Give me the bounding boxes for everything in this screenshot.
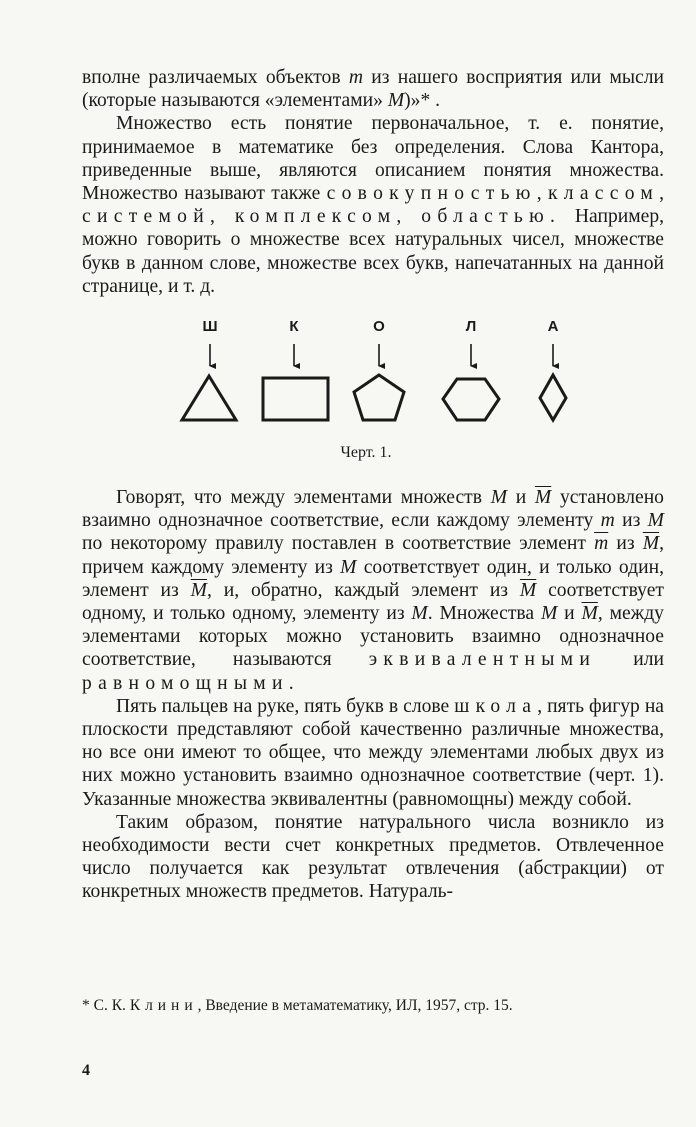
text-run: по некоторому правилу поставлен в соответствие элемент xyxy=(82,533,595,555)
text-run: , xyxy=(659,183,665,205)
paragraph-1 xyxy=(82,66,664,112)
variable-M-bar: $\overline{M}$ xyxy=(642,533,660,555)
diamond-shape xyxy=(540,375,566,420)
paragraph-5 xyxy=(82,811,664,904)
figure-letter: А xyxy=(547,318,559,336)
variable-M-bar: $\overline{M}$ xyxy=(581,603,598,625)
variable-M-bar: $\overline{M}$ xyxy=(190,579,207,601)
text-run: . Множества xyxy=(427,603,541,625)
rectangle-shape xyxy=(263,378,328,420)
spaced-term: равномощными xyxy=(82,672,289,694)
text-run: или xyxy=(596,649,664,671)
variable-M: M xyxy=(540,603,558,625)
text-run: из xyxy=(608,533,643,555)
figure-drawing xyxy=(82,338,664,438)
variable-M: M xyxy=(387,90,405,112)
text-run: Таким образом, понятие натурального числа возникло из необходимости вести счет конкретных предметов. Отвлеченное число получается как результат отвлечения (абстракции) от конкретных множеств предметов. Натураль- xyxy=(82,811,664,903)
figure-letter: К xyxy=(289,318,299,336)
text-run: и xyxy=(507,487,535,509)
text-run: соответствует один, и только один, элемент из xyxy=(82,556,665,601)
variable-M: M xyxy=(490,487,508,509)
text-run: Множество есть понятие первоначальное, т. е. понятие, принимаемое в математике без определения. Слова Кантора, приведенные выше, являются описанием понятия множества. Множество называют также xyxy=(82,113,664,205)
text-run: Говорят, что между элементами множеств xyxy=(116,487,491,509)
figure-letters xyxy=(82,318,664,338)
text-run: и xyxy=(557,603,582,625)
text-run: , пять фигур на плоскости представляют собой качественно различные множества, но все они имеют то общее, что между элементами любых двух из них можно установить взаимно однозначное соответствие (черт. 1). Указанные множества эквивалентны (равномощны) между собой. xyxy=(82,695,664,810)
spaced-term: системой xyxy=(82,206,210,228)
spaced-term: эквивалентными xyxy=(368,649,597,671)
paragraph-4 xyxy=(82,695,664,811)
text-run: * С. К. xyxy=(82,997,130,1014)
figure-letter: Ш xyxy=(202,318,218,336)
spaced-term: совокупностью xyxy=(326,183,537,205)
figure-letter: Л xyxy=(465,318,477,336)
text-run: , xyxy=(536,183,548,205)
spaced-term: Клини xyxy=(129,997,198,1014)
text-run: , xyxy=(210,206,235,228)
text-run: . xyxy=(288,672,294,694)
spaced-term: классом xyxy=(547,183,660,205)
triangle-shape xyxy=(182,376,236,420)
variable-m-bar: $\overline{m}$ xyxy=(594,533,609,555)
text-run: из нашего восприятия или мысли (которые называются «элементами» xyxy=(82,67,664,112)
text-run: установлено взаимно однозначное соответствие, если каждому элементу xyxy=(82,487,664,532)
text-run: , причем каждому элементу из xyxy=(82,533,664,578)
text-run: соответствует одному, и только одному, элементу из xyxy=(82,579,664,625)
footnote xyxy=(82,996,664,1015)
paragraph-3 xyxy=(82,486,664,695)
variable-M: M xyxy=(340,556,357,578)
variable-m: m xyxy=(348,67,363,88)
pentagon-shape xyxy=(354,375,404,420)
spaced-term: комплексом xyxy=(234,206,397,228)
text-run: , xyxy=(396,206,422,228)
paragraph-2 xyxy=(82,112,664,298)
text-run: , между элементами которых можно установить взаимно однозначное соответствие, называются xyxy=(82,603,664,671)
text-run: из xyxy=(614,510,648,532)
text-run: вполне различаемых объектов xyxy=(82,67,349,88)
page-number: 4 xyxy=(82,1062,90,1079)
figure-caption: Черт. 1. xyxy=(340,444,392,462)
text-run: , и, обратно, каждый элемент из xyxy=(206,579,520,601)
variable-m: m xyxy=(600,510,615,532)
hexagon-shape xyxy=(443,379,499,420)
figure-letter: О xyxy=(373,318,385,336)
text-run: )»* . xyxy=(404,90,441,112)
text-run: , Введение в метаматематику, ИЛ, 1957, стр. 15. xyxy=(197,997,513,1014)
variable-M-bar: $\overline{M}$ xyxy=(519,579,537,601)
page-body xyxy=(82,66,664,904)
variable-M: M xyxy=(647,510,664,532)
figure-1 xyxy=(82,318,664,468)
spaced-term: областью xyxy=(421,206,551,228)
variable-M-bar: $\overline{M}$ xyxy=(534,487,552,509)
variable-M: M xyxy=(411,603,428,625)
text-run: . Например, можно говорить о множестве всех натуральных чисел, множестве букв в данном слове, множестве всех букв, напечатанных на данной странице, и т. д. xyxy=(82,206,665,297)
spaced-term: школа xyxy=(454,695,538,717)
text-run: Пять пальцев на руке, пять букв в слове xyxy=(116,695,455,717)
